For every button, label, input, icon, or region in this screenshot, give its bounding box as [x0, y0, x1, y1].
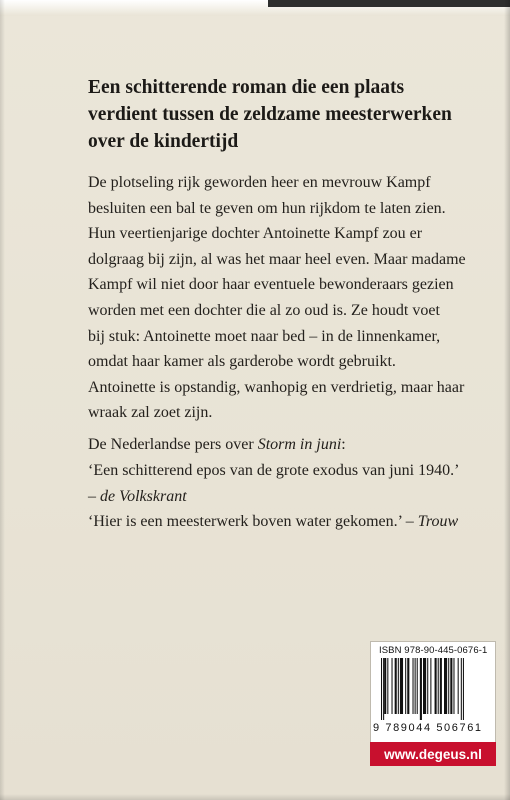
barcode-bar	[392, 658, 393, 714]
blurb-line: besluiten een bal te geven om hun rijkdom te laten zien.	[88, 199, 446, 217]
barcode-bar	[423, 658, 426, 714]
book-title-reference: Storm in juni	[257, 436, 342, 453]
barcode-bar	[463, 658, 464, 720]
press-source-1-text: – de Volkskrant	[88, 487, 187, 505]
press-quote-2	[88, 509, 488, 535]
barcode-bars	[381, 658, 489, 720]
blurb-line: wraak zal zoet zijn.	[88, 404, 213, 422]
top-edge	[0, 0, 510, 16]
barcode-bar	[420, 658, 422, 720]
press-quotes	[88, 432, 488, 535]
barcode-bar	[384, 658, 386, 714]
blurb-line: Kampf wil niet door haar eventuele bewonderaars gezien	[88, 276, 454, 294]
jacket-edge-strip	[268, 0, 510, 7]
blurb-line: Hun veertienjarige dochter Antoinette Kampf zou er	[88, 225, 423, 243]
barcode-bar	[438, 658, 439, 714]
headline-line: over de kindertijd	[88, 131, 239, 152]
barcode-bar	[413, 658, 414, 714]
isbn-number: ISBN 978-90-445-0676-1	[379, 645, 488, 656]
blurb-line: De plotseling rijk geworden heer en mevrouw Kampf	[88, 174, 431, 191]
headline-line: verdient tussen de zeldzame meesterwerken	[88, 104, 452, 125]
press-intro-text: De Nederlandse pers over	[88, 436, 258, 453]
barcode-bar	[453, 658, 454, 714]
publisher-url-badge	[370, 742, 496, 766]
barcode-bar	[387, 658, 388, 714]
press-intro	[88, 432, 488, 458]
barcode-bar	[444, 658, 447, 714]
barcode-bar	[458, 658, 459, 714]
blurb-line: dolgraag bij zijn, al was het maar heel even. Maar madame	[88, 250, 466, 268]
barcode-bar	[450, 658, 452, 714]
barcode-bar	[448, 658, 449, 714]
blurb-line: Antoinette is opstandig, wanhopig en verdrietig, maar haar	[88, 378, 465, 396]
barcode-digits: 9 789044 506761	[373, 722, 483, 734]
barcode-bar	[435, 658, 437, 714]
barcode-label	[370, 641, 496, 743]
headline	[88, 74, 478, 155]
barcode-bar	[430, 658, 431, 714]
headline-line: Een schitterende roman die een plaats	[88, 77, 405, 98]
barcode-bar	[381, 658, 382, 720]
publisher-url: www.degeus.nl	[384, 746, 482, 762]
blurb-line: worden met een dochter die al zo oud is. Ze houdt voet	[88, 301, 440, 319]
barcode-bar	[461, 658, 462, 720]
press-quote-1: ‘Een schitterend epos van de grote exodus van juni 1940.’	[88, 461, 460, 479]
blurb-line: omdat haar kamer als garderobe wordt gebruikt.	[88, 353, 396, 371]
barcode-bar	[398, 658, 399, 714]
barcode-bar	[383, 658, 384, 720]
barcode-bar	[415, 658, 416, 714]
blurb-paragraph	[88, 170, 488, 426]
press-intro-colon: :	[341, 436, 346, 453]
barcode-bar	[400, 658, 403, 714]
press-source-1	[88, 484, 488, 510]
right-edge-shadow	[504, 0, 510, 800]
barcode-bar	[405, 658, 406, 714]
barcode-bar	[417, 658, 418, 714]
left-edge-shadow	[0, 0, 5, 800]
press-source-2-text: Trouw	[417, 513, 459, 531]
press-quote-2-text: ‘Hier is een meesterwerk boven water gekomen.’ –	[88, 513, 418, 531]
barcode-bar	[440, 658, 442, 714]
barcode-bar	[407, 658, 409, 714]
bottom-edge-shadow	[0, 794, 510, 800]
barcode-bar	[427, 658, 428, 714]
blurb-line: bij stuk: Antoinette moet naar bed – in de linnenkamer,	[88, 327, 441, 345]
barcode-bar	[395, 658, 397, 714]
